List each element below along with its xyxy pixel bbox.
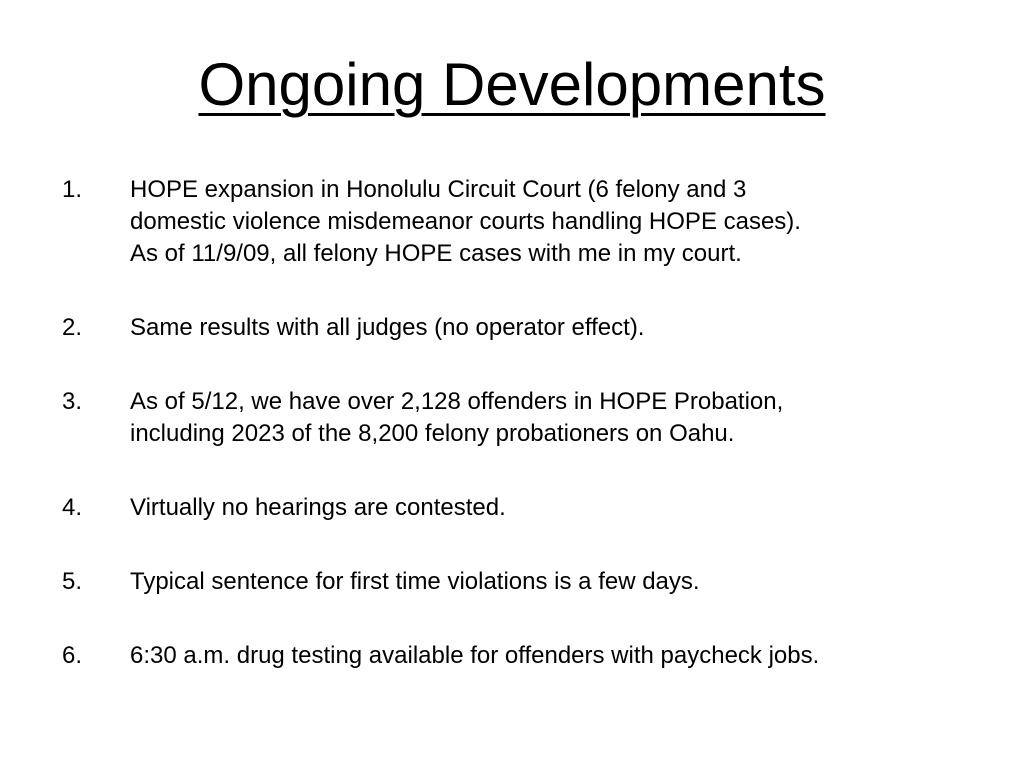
list-item-text [130, 640, 982, 672]
list-item-line: As of 11/9/09, all felony HOPE cases with me in my court. [130, 240, 742, 267]
list-item-line: 6:30 a.m. drug testing available for offenders with paycheck jobs. [130, 642, 820, 669]
list-item-number: 4. [62, 494, 83, 521]
list-item-3 [62, 386, 982, 450]
list-item-number: 6. [62, 642, 83, 669]
slide-title [0, 50, 1024, 120]
list-item-number: 3. [62, 388, 83, 415]
list-item-text [130, 386, 982, 450]
list-item-line: Virtually no hearings are contested. [130, 494, 506, 521]
list-item-number: 5. [62, 568, 83, 595]
list-item-line: HOPE expansion in Honolulu Circuit Court (6 felony and 3 [130, 176, 747, 203]
list-item-line: Same results with all judges (no operator effect). [130, 314, 645, 341]
list-item-2 [62, 312, 982, 344]
list-item-text [130, 492, 982, 524]
list-item-text [130, 566, 982, 598]
list-item-line: including 2023 of the 8,200 felony probationers on Oahu. [130, 420, 735, 447]
list-item-1 [62, 174, 982, 270]
list-item-line: domestic violence misdemeanor courts handling HOPE cases). [130, 208, 801, 235]
list-item-5 [62, 566, 982, 598]
list-item-4 [62, 492, 982, 524]
list-item-text [130, 174, 982, 270]
list-item-number: 2. [62, 314, 83, 341]
list-item-number: 1. [62, 176, 83, 203]
list-item-6 [62, 640, 982, 672]
list-item-line: Typical sentence for first time violations is a few days. [130, 568, 700, 595]
numbered-list [62, 174, 982, 714]
list-item-text [130, 312, 982, 344]
list-item-line: As of 5/12, we have over 2,128 offenders in HOPE Probation, [130, 388, 784, 415]
slide-title-text: Ongoing Developments [198, 51, 826, 118]
